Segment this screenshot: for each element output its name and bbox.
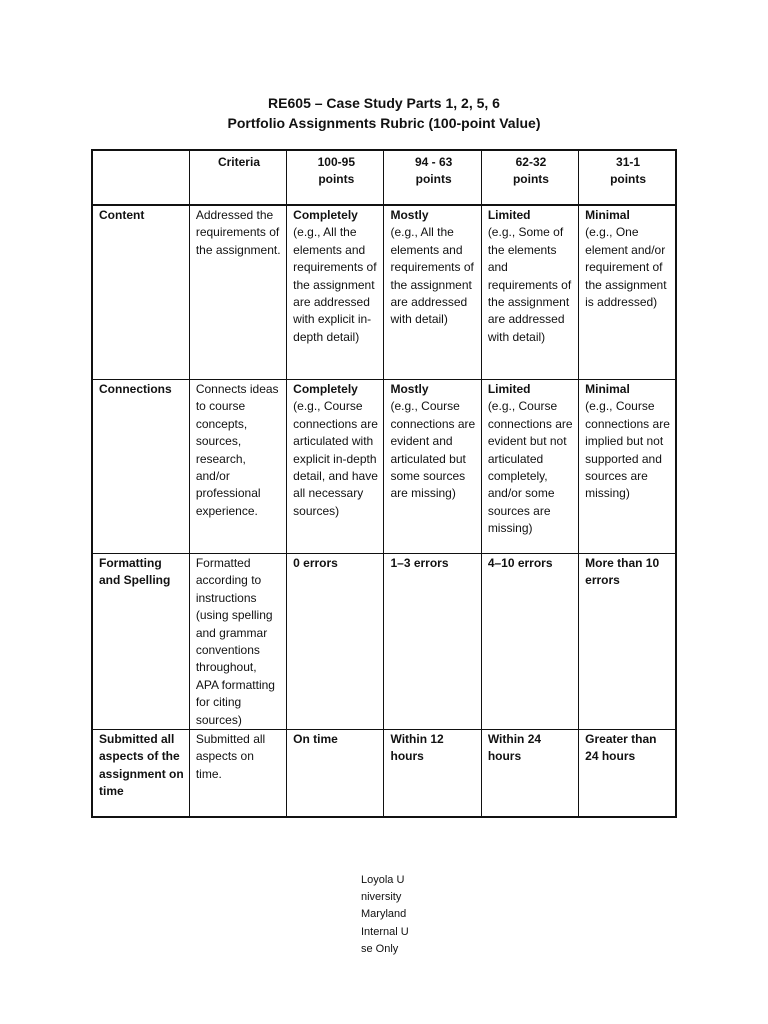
row-label-submitted: Submitted all aspects of the assignment on time	[92, 730, 189, 818]
title-line-2: Portfolio Assignments Rubric (100-point Value)	[227, 115, 541, 131]
level-label: Mostly	[390, 382, 429, 396]
level-label: Minimal	[585, 208, 630, 222]
title-line-1: RE605 – Case Study Parts 1, 2, 5, 6	[268, 95, 500, 111]
score-cell: Greater than 24 hours	[579, 730, 676, 818]
level-label: Limited	[487, 208, 531, 222]
header-cell-blank	[92, 150, 189, 205]
level-label: Minimal	[585, 382, 630, 396]
score-cell: Within 24 hours	[481, 730, 578, 818]
level-detail: (e.g., Some of the elements and requirements of the assignment are addressed with detail)	[487, 225, 572, 344]
score-cell: 0 errors	[287, 554, 384, 730]
score-cell	[287, 205, 384, 380]
header-cell-100-95: 100-95 points	[287, 150, 384, 205]
level-detail: (e.g., All the elements and requirements of the assignment are addressed with explicit in-depth detail)	[293, 225, 377, 344]
rubric-table	[91, 149, 677, 818]
level-detail: (e.g., All the elements and requirements of the assignment are addressed with detail)	[390, 225, 474, 327]
row-label-connections: Connections	[92, 380, 189, 554]
criteria-cell: Formatted according to instructions (using spelling and grammar conventions throughout, APA formatting for citing sources)	[189, 554, 286, 730]
score-cell	[287, 380, 384, 554]
score-cell: Within 12 hours	[384, 730, 481, 818]
internal-use-notice: Loyola University Maryland Internal Use Only	[361, 874, 409, 955]
row-label-content: Content	[92, 205, 189, 380]
score-cell: More than 10 errors	[579, 554, 676, 730]
score-cell	[481, 205, 578, 380]
header-cell-criteria: Criteria	[189, 150, 286, 205]
header-cell-62-32: 62-32 points	[481, 150, 578, 205]
level-detail: (e.g., Course connections are evident and articulated but some sources are missing)	[390, 399, 476, 501]
level-label: Mostly	[390, 208, 429, 222]
score-cell	[579, 205, 676, 380]
header-cell-94-63: 94 - 63 points	[384, 150, 481, 205]
table-row	[92, 554, 676, 730]
table-row	[92, 380, 676, 554]
criteria-cell: Submitted all aspects on time.	[189, 730, 286, 818]
score-cell: 1–3 errors	[384, 554, 481, 730]
score-cell	[579, 380, 676, 554]
score-cell: 4–10 errors	[481, 554, 578, 730]
criteria-cell: Connects ideas to course concepts, sources, research, and/or professional experience.	[189, 380, 286, 554]
level-label: Limited	[487, 382, 531, 396]
header-row	[92, 150, 676, 205]
score-cell	[481, 380, 578, 554]
score-cell	[384, 380, 481, 554]
document-title	[0, 93, 768, 133]
table-row	[92, 730, 676, 818]
level-label: Completely	[293, 382, 358, 396]
level-label: Completely	[293, 208, 358, 222]
level-detail: (e.g., Course connections are evident but not articulated completely, and/or some sources are missing)	[487, 399, 573, 536]
level-detail: (e.g., Course connections are implied but not supported and sources are missing)	[585, 399, 670, 501]
score-cell: On time	[287, 730, 384, 818]
level-detail: (e.g., One element and/or requirement of the assignment is addressed)	[585, 225, 667, 310]
row-label-formatting: Formatting and Spelling	[92, 554, 189, 730]
header-cell-31-1: 31-1 points	[579, 150, 676, 205]
score-cell	[384, 205, 481, 380]
criteria-cell: Addressed the requirements of the assignment.	[189, 205, 286, 380]
level-detail: (e.g., Course connections are articulated with explicit in-depth detail, and have all necessary sources)	[293, 399, 378, 518]
table-row	[92, 205, 676, 380]
